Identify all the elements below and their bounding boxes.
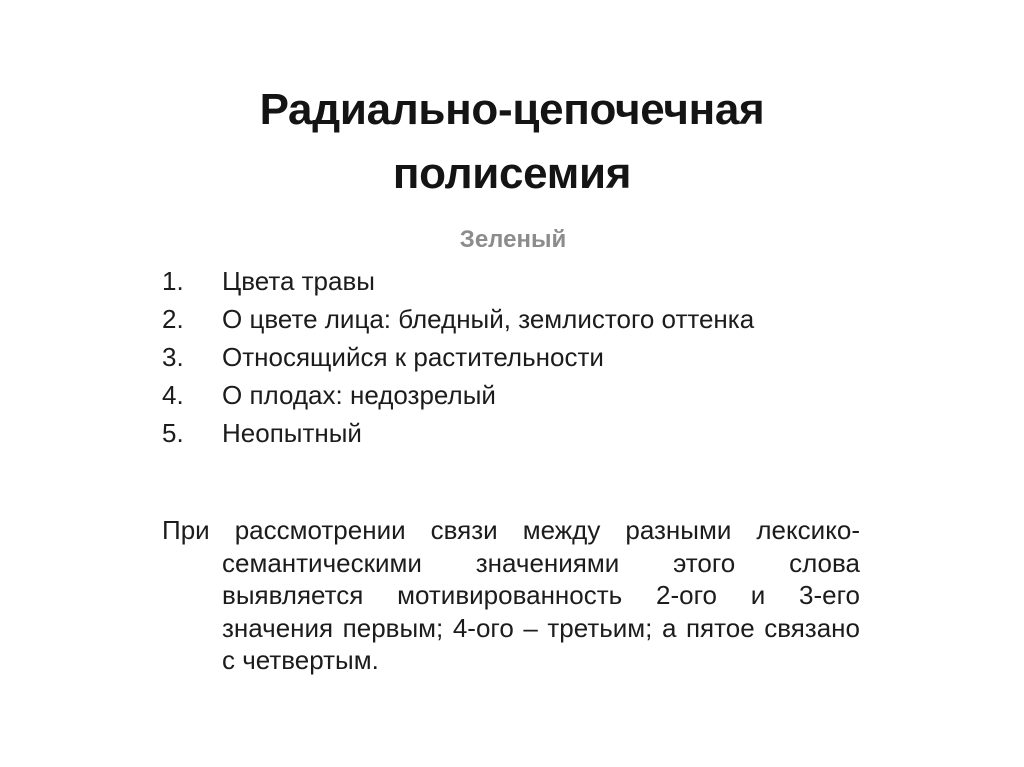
title-line-2: полисемия xyxy=(392,149,632,198)
subtitle-text: Зеленый xyxy=(459,226,567,253)
list-item-text: О плодах: недозрелый xyxy=(222,380,496,410)
list-item-text: Относящийся к растительности xyxy=(222,342,604,372)
slide-title xyxy=(150,78,874,206)
explanation-paragraph: При рассмотрении связи между разными лексико-семантическими значениями этого слова выявляется мотивированность 2-ого и 3-его значения первым; 4-ого – третьим; а пятое связано с четвертым. xyxy=(162,515,860,675)
list-item-number: 2. xyxy=(162,304,184,334)
list-item xyxy=(162,262,882,300)
list-item-number: 1. xyxy=(162,266,184,296)
slide-subtitle xyxy=(0,226,1024,254)
list-item xyxy=(162,414,882,452)
list-item-text: О цвете лица: бледный, землистого оттенка xyxy=(222,304,755,334)
list-item-number: 5. xyxy=(162,418,184,448)
list-item-text: Неопытный xyxy=(222,418,362,448)
list-item-text: Цвета травы xyxy=(222,266,375,296)
list-item-number: 3. xyxy=(162,342,184,372)
list-item xyxy=(162,338,882,376)
list-item xyxy=(162,300,882,338)
title-line-1: Радиально-цепочечная xyxy=(259,85,765,134)
list-item-number: 4. xyxy=(162,380,184,410)
list-item xyxy=(162,376,882,414)
meanings-list xyxy=(162,262,882,452)
